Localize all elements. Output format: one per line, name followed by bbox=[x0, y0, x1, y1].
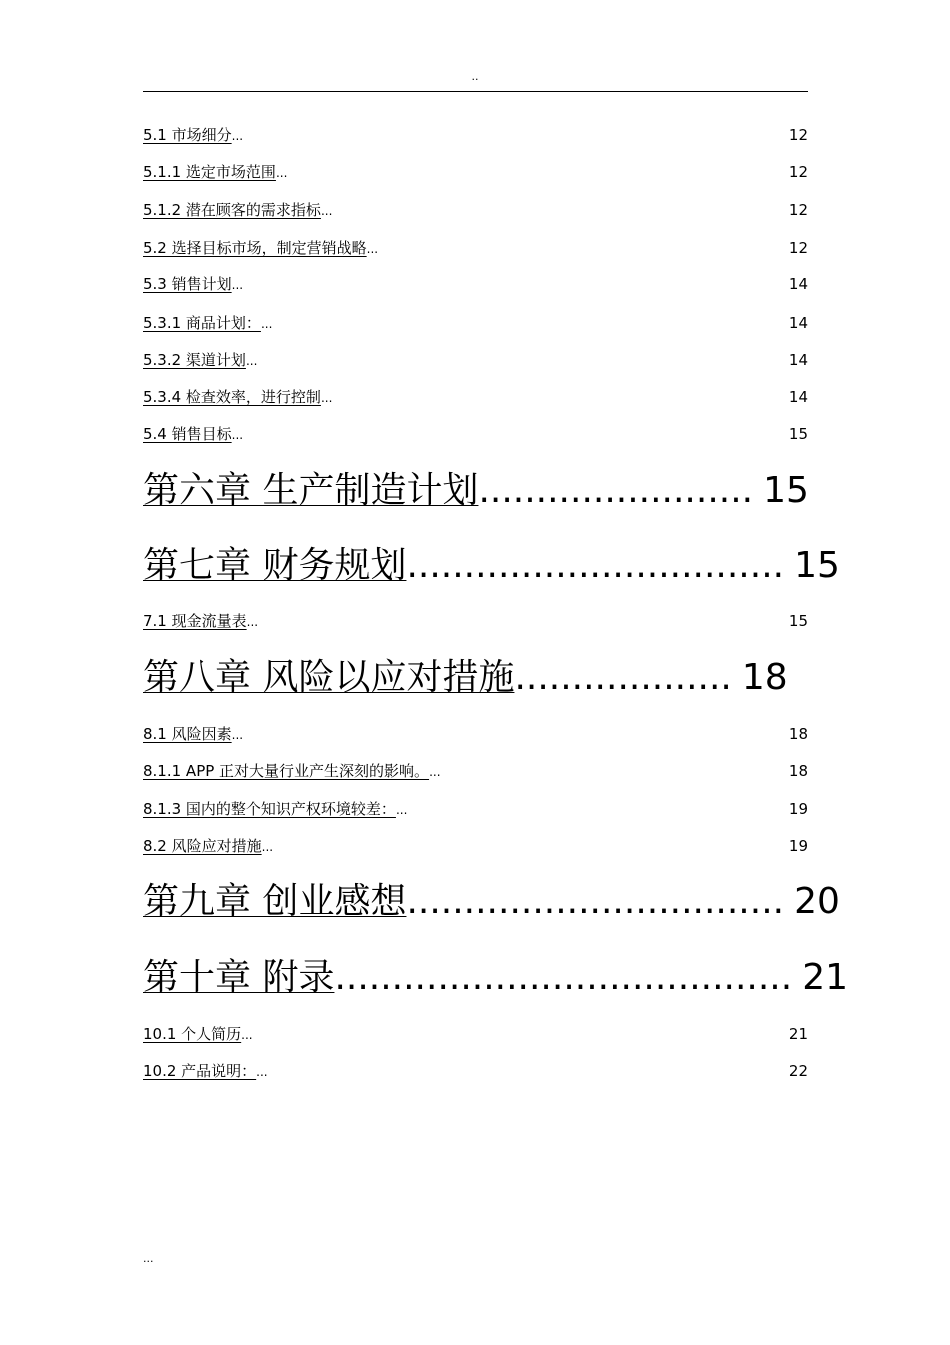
toc-entry-5-3-2[interactable] bbox=[143, 350, 808, 371]
toc-page-number: 15 bbox=[788, 425, 808, 443]
toc-title[interactable]: 5.2 选择目标市场，制定营销战略 bbox=[143, 239, 367, 257]
toc-page-number: 22 bbox=[788, 1062, 808, 1080]
toc-chapter-8[interactable] bbox=[143, 655, 788, 701]
toc-leader: ... bbox=[366, 242, 379, 256]
toc-title[interactable]: 第十章 附录 bbox=[143, 957, 335, 998]
toc-leader: ... bbox=[275, 166, 288, 180]
toc-title[interactable]: 8.1.1 APP 正对大量行业产生深刻的影响。 bbox=[143, 762, 430, 780]
toc-title[interactable]: 第六章 生产制造计划 bbox=[143, 470, 479, 511]
toc-title[interactable]: 5.4 销售目标 bbox=[143, 425, 232, 443]
toc-title[interactable]: 8.1 风险因素 bbox=[143, 725, 232, 743]
toc-leader: ... bbox=[320, 204, 333, 218]
toc-leader: ........................ bbox=[478, 470, 754, 511]
toc-entry-10-2[interactable] bbox=[143, 1061, 808, 1082]
toc-page-number: 15 bbox=[788, 612, 808, 630]
toc-leader: ................... bbox=[514, 657, 732, 698]
toc-leader: ... bbox=[260, 317, 273, 331]
toc-title[interactable]: 8.1.3 国内的整个知识产权环境较差： bbox=[143, 800, 396, 818]
page-footer-mark: ... bbox=[143, 1252, 154, 1265]
toc-title[interactable]: 5.1.2 潜在顾客的需求指标 bbox=[143, 201, 321, 219]
toc-chapter-6[interactable] bbox=[143, 468, 809, 514]
toc-page-number: 12 bbox=[788, 201, 808, 219]
toc-leader: ... bbox=[261, 840, 274, 854]
toc-leader: ... bbox=[395, 803, 408, 817]
toc-entry-5-2[interactable] bbox=[143, 238, 808, 259]
toc-entry-5-3-4[interactable] bbox=[143, 387, 808, 408]
toc-title[interactable]: 5.3.2 渠道计划 bbox=[143, 351, 246, 369]
page-header-mark: .. bbox=[471, 70, 479, 83]
toc-entry-10-1[interactable] bbox=[143, 1024, 808, 1045]
toc-leader: ... bbox=[245, 354, 258, 368]
toc-page-number: 21 bbox=[788, 1025, 808, 1043]
toc-page-number: 21 bbox=[802, 957, 848, 998]
toc-page-number: 19 bbox=[788, 800, 808, 818]
toc-page-number: 14 bbox=[788, 351, 808, 369]
toc-title[interactable]: 第七章 财务规划 bbox=[143, 545, 407, 586]
header-rule bbox=[143, 91, 808, 92]
toc-page-number: 14 bbox=[788, 314, 808, 332]
toc-title[interactable]: 5.1 市场细分 bbox=[143, 126, 232, 144]
toc-page-number: 12 bbox=[788, 239, 808, 257]
toc-entry-5-3[interactable] bbox=[143, 274, 808, 295]
toc-leader: ... bbox=[231, 428, 244, 442]
toc-entry-5-3-1[interactable] bbox=[143, 313, 808, 334]
toc-leader: ... bbox=[320, 391, 333, 405]
toc-leader: ................................. bbox=[406, 881, 785, 922]
toc-page-number: 18 bbox=[741, 657, 788, 698]
toc-title[interactable]: 10.1 个人简历 bbox=[143, 1025, 242, 1043]
toc-leader: ........................................ bbox=[334, 957, 793, 998]
toc-title[interactable]: 5.3 销售计划 bbox=[143, 275, 232, 293]
toc-leader: ... bbox=[246, 615, 259, 629]
toc-leader: ... bbox=[429, 765, 441, 779]
toc-leader: ... bbox=[231, 278, 244, 292]
toc-title[interactable]: 10.2 产品说明： bbox=[143, 1062, 257, 1080]
toc-page-number: 18 bbox=[788, 762, 808, 780]
toc-entry-5-4[interactable] bbox=[143, 424, 808, 445]
toc-leader: ... bbox=[256, 1065, 268, 1079]
toc-page-number: 14 bbox=[788, 275, 808, 293]
toc-page-number: 14 bbox=[788, 388, 808, 406]
toc-entry-5-1-1[interactable] bbox=[143, 162, 808, 183]
toc-entry-7-1[interactable] bbox=[143, 611, 808, 632]
toc-title[interactable]: 7.1 现金流量表 bbox=[143, 612, 247, 630]
toc-leader: ... bbox=[231, 728, 244, 742]
toc-title[interactable]: 5.3.1 商品计划： bbox=[143, 314, 261, 332]
toc-page-number: 15 bbox=[763, 470, 809, 511]
toc-title[interactable]: 5.3.4 检查效率，进行控制 bbox=[143, 388, 321, 406]
toc-page-number: 12 bbox=[788, 126, 808, 144]
toc-leader: ... bbox=[231, 129, 244, 143]
toc-entry-8-1[interactable] bbox=[143, 724, 808, 745]
toc-chapter-10[interactable] bbox=[143, 955, 848, 1001]
toc-entry-8-2[interactable] bbox=[143, 836, 808, 857]
toc-title[interactable]: 5.1.1 选定市场范围 bbox=[143, 163, 276, 181]
toc-chapter-7[interactable] bbox=[143, 543, 840, 589]
toc-entry-8-1-1[interactable] bbox=[143, 761, 808, 782]
toc-entry-5-1-2[interactable] bbox=[143, 200, 808, 221]
toc-entry-5-1[interactable] bbox=[143, 125, 808, 146]
toc-page-number: 12 bbox=[788, 163, 808, 181]
toc-title[interactable]: 第九章 创业感想 bbox=[143, 881, 407, 922]
toc-leader: ... bbox=[241, 1028, 253, 1042]
toc-page-number: 15 bbox=[794, 545, 840, 586]
toc-leader: ................................. bbox=[406, 545, 785, 586]
toc-page-number: 18 bbox=[788, 725, 808, 743]
toc-chapter-9[interactable] bbox=[143, 879, 840, 925]
toc-title[interactable]: 8.2 风险应对措施 bbox=[143, 837, 262, 855]
toc-title[interactable]: 第八章 风险以应对措施 bbox=[143, 657, 515, 698]
toc-page-number: 19 bbox=[788, 837, 808, 855]
toc-entry-8-1-3[interactable] bbox=[143, 799, 808, 820]
toc-page-number: 20 bbox=[794, 881, 840, 922]
